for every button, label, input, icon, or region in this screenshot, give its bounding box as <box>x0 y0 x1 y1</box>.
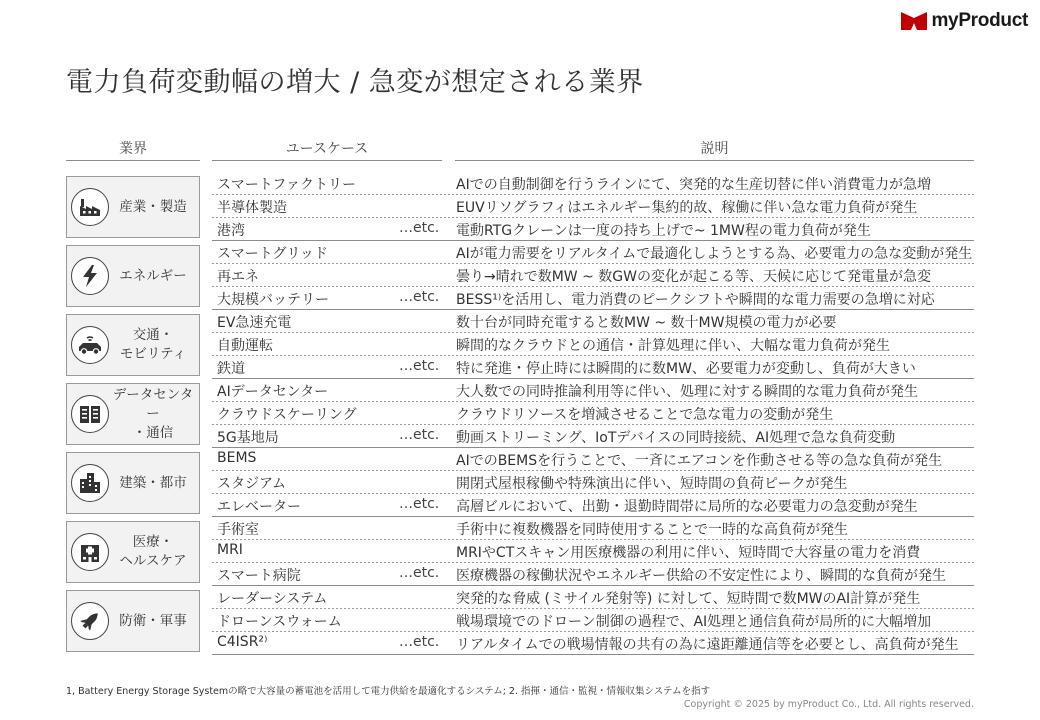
industry-label: 医療・ ヘルスケア <box>119 534 187 569</box>
industry-cell <box>66 383 200 445</box>
table-row <box>212 264 974 287</box>
usecase-label: AIデータセンター <box>217 384 329 400</box>
header-divider-industry <box>66 160 200 161</box>
description-text: 手術中に複数機器を同時使用することで一時的な高負荷が発生 <box>456 522 848 538</box>
column-header-industry: 業界 <box>119 141 147 157</box>
industry-label: 建築・都市 <box>119 474 187 491</box>
table-row <box>212 402 974 425</box>
table-row <box>212 218 974 241</box>
brand-name: myProduct <box>931 10 1028 31</box>
brand-mark-icon <box>901 12 927 30</box>
industry-cell <box>66 521 200 583</box>
description-text: クラウドリソースを増減させることで急な電力の変動が発生 <box>456 407 834 423</box>
header-divider-usecase <box>212 160 442 161</box>
usecase-label: ドローンスウォーム <box>217 614 342 630</box>
table-row <box>212 241 974 264</box>
description-text: 高層ビルにおいて、出勤・退勤時間帯に局所的な必要電力の急変動が発生 <box>456 499 918 515</box>
usecase-label: 5G基地局 <box>217 430 279 446</box>
industry-label: エネルギー <box>119 267 187 284</box>
description-text: AIでの自動制御を行うラインにて、突発的な生産切替に伴い消費電力が急増 <box>456 177 932 193</box>
description-text: 特に発進・停止時には瞬間的に数MW、必要電力が変動し、負荷が大きい <box>456 361 916 377</box>
usecase-label: レーダーシステム <box>217 591 328 607</box>
footnote: 1, Battery Energy Storage Systemの略で大容量の蓄電池を活用して電力供給を最適化するシステム; 2. 指揮・通信・監視・情報収集システムを指す <box>66 686 711 697</box>
industry-label: 防衛・軍事 <box>119 612 187 629</box>
usecase-label: 再エネ <box>217 269 259 285</box>
usecase-label: EV急速充電 <box>217 315 292 331</box>
header-divider-description <box>455 160 974 161</box>
description-text: AIが電力需要をリアルタイムで最適化しようとする為、必要電力の急な変動が発生 <box>456 246 973 262</box>
description-text: 数十台が同時充電すると数MW ~ 数十MW規模の電力が必要 <box>456 315 837 331</box>
usecase-label: 港湾 <box>217 223 245 239</box>
usecase-label: クラウドスケーリング <box>217 407 357 423</box>
description-text: 電動RTGクレーンは一度の持ち上げで~ 1MW程の電力負荷が発生 <box>456 223 871 239</box>
usecase-label: C4ISR²⁾ <box>217 634 268 650</box>
column-header-usecase: ユースケース <box>285 141 369 157</box>
industry-label: 産業・製造 <box>119 198 187 215</box>
brand-logo <box>901 10 1028 32</box>
description-text: 大人数での同時推論利用等に伴い、処理に対する瞬間的な電力負荷が発生 <box>456 384 918 400</box>
table-row <box>212 540 974 563</box>
etc-label: …etc. <box>399 634 440 650</box>
table-row <box>212 563 974 586</box>
industry-cell <box>66 176 200 238</box>
table-row <box>212 425 974 448</box>
table-row <box>212 310 974 333</box>
table-row <box>212 494 974 517</box>
table-row <box>212 172 974 195</box>
industry-label: データセンター ・通信 <box>112 386 194 441</box>
description-text: 瞬間的なクラウドとの通信・計算処理に伴い、大幅な電力負荷が発生 <box>456 338 890 354</box>
etc-label: …etc. <box>399 427 440 443</box>
description-text: MRIやCTスキャン用医療機器の利用に伴い、短時間で大容量の電力を消費 <box>456 545 921 561</box>
table-row <box>212 195 974 218</box>
page-title: 電力負荷変動幅の増大 / 急変が想定される業界 <box>66 67 644 98</box>
table-row <box>212 471 974 494</box>
usecase-label: MRI <box>217 542 243 558</box>
group-divider <box>212 654 974 655</box>
factory-icon <box>71 188 109 226</box>
server-icon <box>71 395 109 433</box>
industry-cell <box>66 314 200 376</box>
usecase-label: スマートファクトリー <box>217 177 357 193</box>
industry-cell <box>66 590 200 652</box>
table-row <box>212 586 974 609</box>
description-text: BESS¹⁾を活用し、電力消費のピークシフトや瞬間的な電力需要の急増に対応 <box>456 292 935 308</box>
industry-cell <box>66 452 200 514</box>
table-row <box>212 333 974 356</box>
description-text: リアルタイムでの戦場情報の共有の為に遠距離通信等を必要とし、高負荷が発生 <box>456 637 959 653</box>
description-text: 戦場環境でのドローン制御の過程で、AI処理と通信負荷が局所的に大幅増加 <box>456 614 932 630</box>
table-row <box>212 609 974 632</box>
description-text: 医療機器の稼働状況やエネルギー供給の不安定性により、瞬間的な負荷が発生 <box>456 568 946 584</box>
description-text: 動画ストリーミング、IoTデバイスの同時接続、AI処理で急な負荷変動 <box>456 430 896 446</box>
usecase-label: 半導体製造 <box>217 200 287 216</box>
description-text: 突発的な脅威 (ミサイル発射等) に対して、短時間で数MWのAI計算が発生 <box>456 591 921 607</box>
etc-label: …etc. <box>399 496 440 512</box>
copyright: Copyright © 2025 by myProduct Co., Ltd. All rights reserved. <box>683 699 974 710</box>
etc-label: …etc. <box>399 358 440 374</box>
usecase-label: 鉄道 <box>217 361 245 377</box>
etc-label: …etc. <box>399 565 440 581</box>
usecase-label: スマートグリッド <box>217 246 328 262</box>
description-text: AIでのBEMSを行うことで、一斉にエアコンを作動させる等の急な負荷が発生 <box>456 453 943 469</box>
industry-cell <box>66 245 200 307</box>
table-row <box>212 517 974 540</box>
description-text: EUVリソグラフィはエネルギー集約的故、稼働に伴い急な電力負荷が発生 <box>456 200 918 216</box>
buildings-icon <box>71 464 109 502</box>
table-row <box>212 287 974 310</box>
missile-icon <box>71 602 109 640</box>
table-row <box>212 632 974 655</box>
table-row <box>212 379 974 402</box>
etc-label: …etc. <box>399 289 440 305</box>
description-text: 曇り→晴れで数MW ~ 数GWの変化が起こる等、天候に応じて発電量が急変 <box>456 269 931 285</box>
usecase-label: 手術室 <box>217 522 259 538</box>
column-header-description: 説明 <box>700 141 729 157</box>
connected-car-icon <box>71 326 109 364</box>
description-text: 開閉式屋根稼働や特殊演出に伴い、短時間の負荷ピークが発生 <box>456 476 848 492</box>
etc-label: …etc. <box>399 220 440 236</box>
table-row <box>212 448 974 471</box>
industry-label: 交通・ モビリティ <box>119 327 187 362</box>
lightning-icon <box>71 257 109 295</box>
usecase-label: 大規模バッテリー <box>217 292 329 308</box>
usecase-label: BEMS <box>217 450 257 466</box>
usecase-label: 自動運転 <box>217 338 273 354</box>
usecase-label: エレベーター <box>217 499 301 515</box>
hospital-icon <box>71 533 109 571</box>
usecase-label: スマート病院 <box>217 568 301 584</box>
usecase-label: スタジアム <box>217 476 287 492</box>
table-row <box>212 356 974 379</box>
